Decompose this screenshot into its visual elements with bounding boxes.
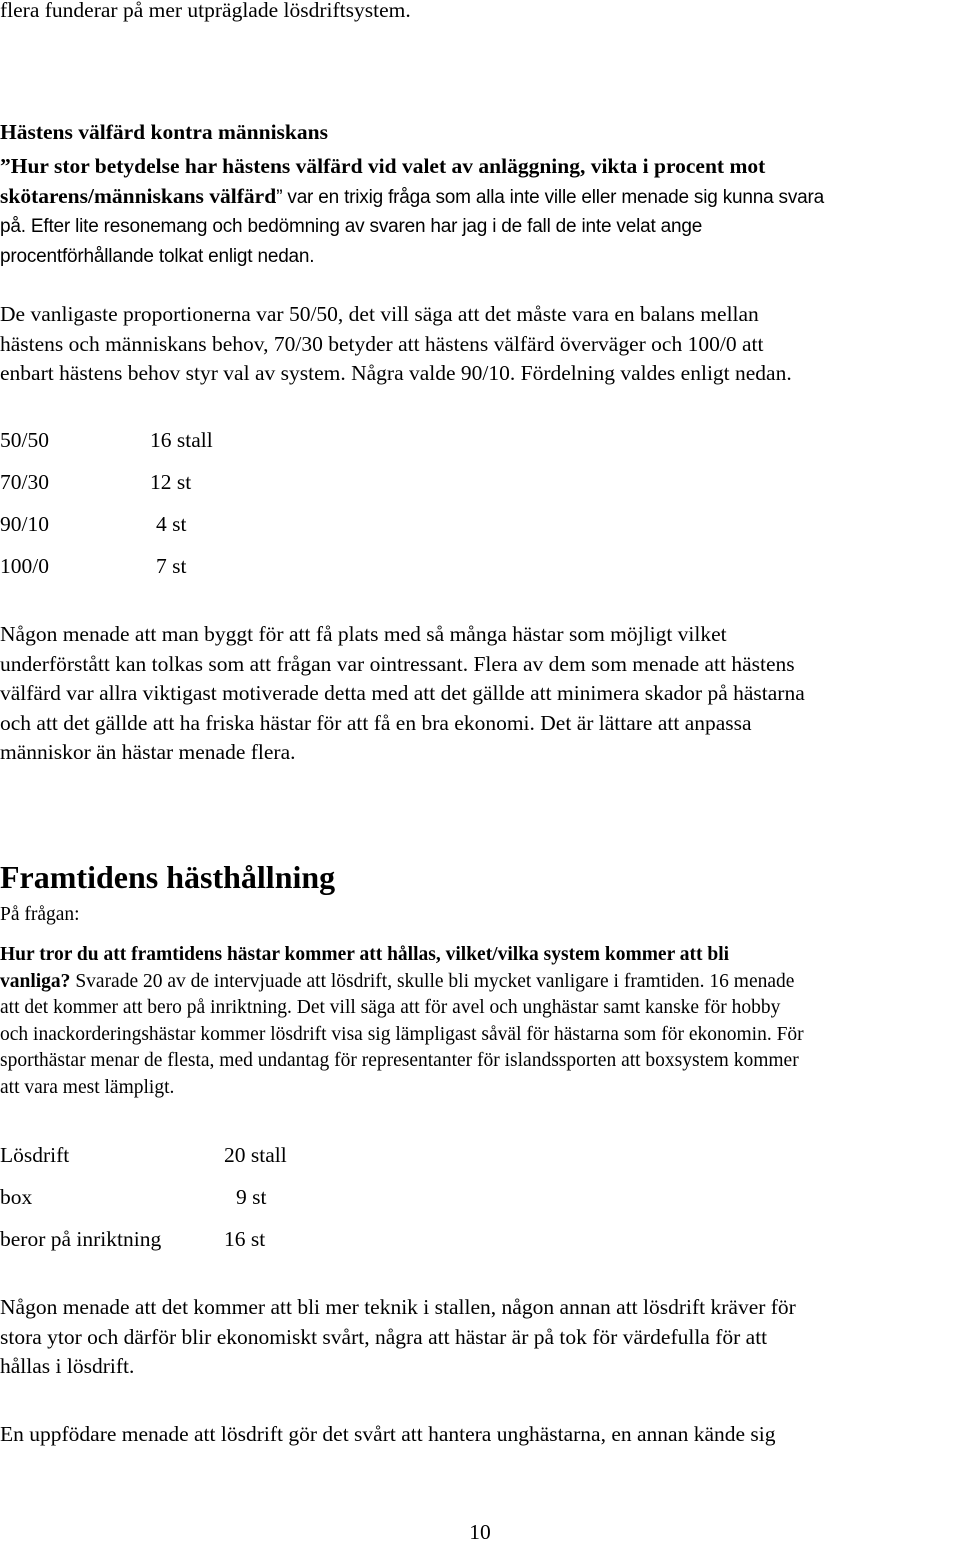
section-heading-welfare: Hästens välfärd kontra människans (0, 120, 328, 144)
paragraph-line: hållas i lösdrift. (0, 1354, 135, 1378)
future-question-block (0, 942, 960, 1101)
table-row (0, 1183, 400, 1213)
welfare-followup-paragraph (0, 620, 960, 768)
row-label: 50/50 (0, 428, 49, 452)
page-number: 10 (469, 1520, 491, 1544)
paragraph-line: att vara mest lämpligt. (0, 1076, 175, 1098)
welfare-question-bold: skötarens/människans välfärd (0, 183, 277, 208)
row-label: 90/10 (0, 512, 49, 536)
paragraph-line: Någon menade att det kommer att bli mer teknik i stallen, någon annan att lösdrift kräver för (0, 1295, 796, 1319)
welfare-question-line: procentförhållande tolkat enligt nedan. (0, 245, 315, 267)
paragraph-line: hästens och människans behov, 70/30 betyder att hästens välfärd överväger och 100/0 att (0, 331, 764, 356)
row-value: 9 st (236, 1185, 267, 1209)
paragraph-line: enbart hästens behov styr val av system. Några valde 90/10. Fördelning valdes enligt nedan. (0, 361, 792, 385)
table-row (0, 552, 400, 582)
row-value: 4 st (156, 512, 187, 536)
paragraph-line: De vanligaste proportionerna var 50/50, det vill säga att det måste vara en balans mellan (0, 302, 759, 326)
welfare-question-line: ”Hur stor betydelse har hästens välfärd vid valet av anläggning, vikta i procent mot (0, 154, 766, 178)
welfare-question-rest: ” var en trixig fråga som alla inte ville eller menade sig kunna svara (276, 186, 825, 208)
table-row (0, 468, 400, 498)
row-value: 20 stall (224, 1143, 287, 1167)
final-paragraph-line: En uppfödare menade att lösdrift gör det svårt att hantera unghästarna, en annan kände sig (0, 1422, 776, 1446)
row-value: 16 st (224, 1227, 266, 1251)
intro-tail-text: flera funderar på mer utpräglade lösdriftsystem. (0, 0, 411, 22)
paragraph-line: välfärd var allra viktigast motiverade detta med att det gällde att minimera skador på hästarna (0, 681, 805, 705)
welfare-question-line: på. Efter lite resonemang och bedömning av svaren har jag i de fall de inte velat ange (0, 216, 703, 237)
row-label: 70/30 (0, 470, 49, 494)
row-label: beror på inriktning (0, 1227, 162, 1251)
paragraph-line: och inackorderingshästar kommer lösdrift visa sig lämpligast såväl för hästarna som för ekonomin. För (0, 1023, 804, 1045)
table-row (0, 1225, 400, 1255)
question-prompt: På frågan: (0, 904, 80, 925)
future-question-rest: Svarade 20 av de intervjuade att lösdrift, skulle bli mycket vanligare i framtiden. 16 menade (70, 970, 795, 992)
welfare-paragraph (0, 300, 960, 389)
row-label: box (0, 1185, 33, 1209)
row-value: 12 st (150, 470, 192, 494)
row-value: 16 stall (150, 428, 213, 452)
paragraph-line: sporthästar menar de flesta, med undantag för representanter för islandssporten att boxsystem kommer (0, 1050, 799, 1071)
row-label: 100/0 (0, 554, 49, 578)
paragraph-line: att det kommer att bero på inriktning. Det vill säga att för avel och unghästar samt kanske för hobby (0, 997, 781, 1018)
table-row (0, 1141, 400, 1171)
paragraph-line: underförstått kan tolkas som att frågan var ointressant. Flera av dem som menade att hästens (0, 651, 795, 676)
section-heading-future: Framtidens hästhållning (0, 859, 336, 895)
welfare-question-block (0, 152, 960, 271)
welfare-question-line (0, 182, 960, 213)
future-question-line (0, 969, 960, 996)
row-label: Lösdrift (0, 1143, 70, 1167)
future-followup-paragraph (0, 1293, 960, 1382)
paragraph-line: Någon menade att man byggt för att få plats med så många hästar som möjligt vilket (0, 622, 727, 646)
row-value: 7 st (156, 554, 187, 578)
future-question-line: Hur tror du att framtidens hästar kommer att hållas, vilket/vilka system kommer att bli (0, 944, 730, 965)
table-row (0, 426, 400, 456)
paragraph-line: och att det gällde att ha friska hästar för att få en bra ekonomi. Det är lättare att anpassa (0, 710, 752, 735)
paragraph-line: stora ytor och därför blir ekonomiskt svårt, några att hästar är på tok för värdefulla för att (0, 1324, 768, 1349)
table-row (0, 510, 400, 540)
future-question-bold: vanliga? (0, 970, 71, 992)
paragraph-line: människor än hästar menade flera. (0, 740, 296, 764)
